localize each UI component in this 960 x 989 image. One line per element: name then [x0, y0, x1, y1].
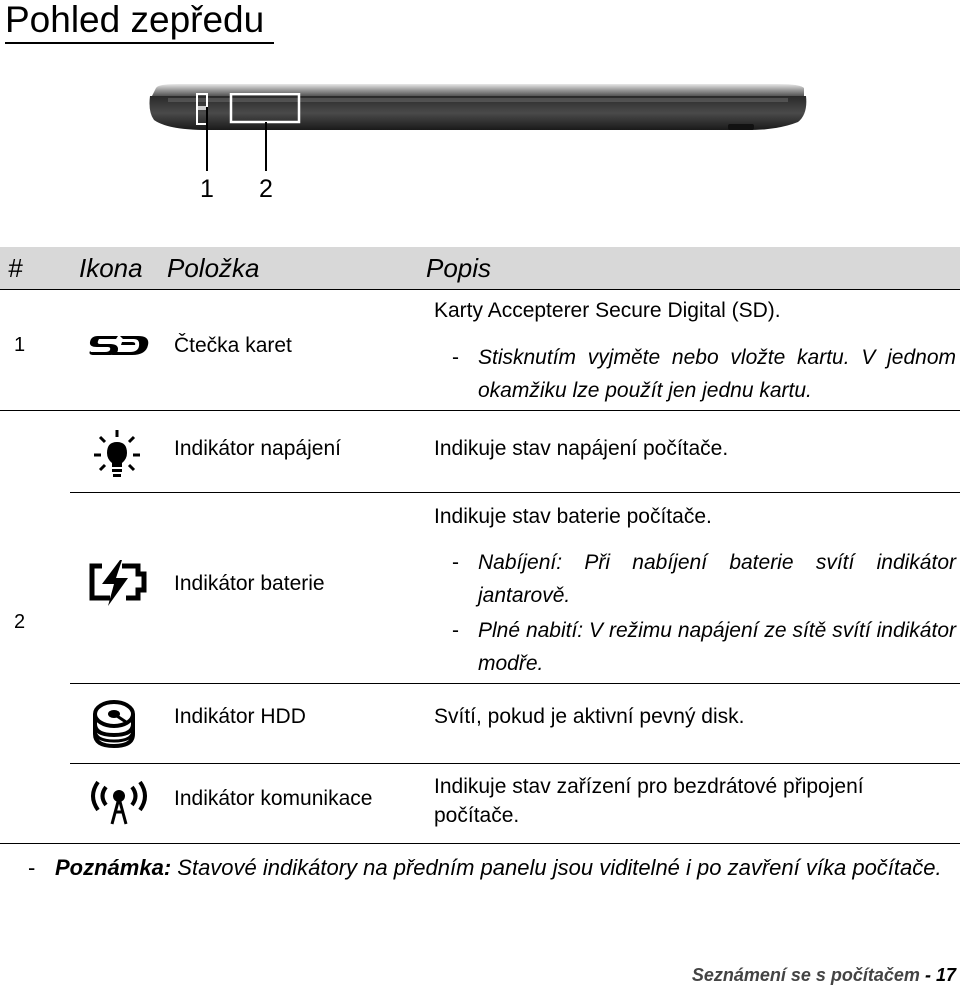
note-text: Stavové indikátory na předním panelu jsou viditelné i po zavření víka počítače. — [177, 855, 942, 880]
footer-section: Seznámení se s počítačem — [691, 965, 920, 985]
row-item-1: Čtečka karet — [174, 334, 292, 357]
row-bullet-3b: - Plné nabití: V režimu napájení ze sítě svítí indikátor modře. — [452, 619, 956, 675]
callout-2: 2 — [259, 175, 273, 203]
row-desc-2: Indikuje stav napájení počítače. — [434, 437, 729, 460]
footer-separator: - — [924, 965, 931, 985]
header-desc: Popis — [426, 253, 492, 283]
row-desc-1: Karty Accepterer Secure Digital (SD). — [434, 299, 781, 322]
page-number: 17 — [935, 965, 956, 985]
row-bullet-1: - Stisknutím vyjměte nebo vložte kartu. V jednom okamžiku lze použít jen jednu kartu. — [452, 346, 956, 402]
row-rule — [70, 683, 960, 684]
row-desc-3: Indikuje stav baterie počítače. — [434, 505, 712, 528]
table-rule — [0, 289, 960, 290]
row-num-2: 2 — [14, 611, 26, 633]
battery-charging-icon — [88, 560, 148, 606]
row-rule — [0, 410, 960, 411]
row-desc-5: Indikuje stav zařízení pro bezdrátové připojení počítače. — [434, 775, 864, 827]
power-light-icon — [94, 429, 140, 479]
hdd-icon — [92, 700, 136, 748]
row-num-1: 1 — [14, 334, 26, 356]
row-desc-4: Svítí, pokud je aktivní pevný disk. — [434, 705, 745, 728]
row-item-2: Indikátor napájení — [174, 437, 341, 460]
row-item-3: Indikátor baterie — [174, 572, 325, 595]
header-num: # — [8, 253, 23, 283]
row-rule — [70, 492, 960, 493]
note-label: Poznámka: — [55, 855, 172, 880]
callout-lines — [195, 93, 305, 175]
row-item-4: Indikátor HDD — [174, 705, 306, 728]
page-title: Pohled zepředu — [5, 0, 274, 44]
callout-1: 1 — [200, 175, 214, 203]
row-bullet-3a: - Nabíjení: Při nabíjení baterie svítí indikátor jantarově. — [452, 551, 956, 607]
header-icon: Ikona — [79, 253, 143, 283]
header-item: Položka — [167, 253, 260, 283]
wireless-icon — [88, 778, 150, 826]
table-bottom-rule — [0, 843, 960, 844]
sd-card-icon — [86, 335, 150, 357]
row-item-5: Indikátor komunikace — [174, 787, 373, 810]
table-header — [0, 247, 960, 289]
row-rule — [70, 763, 960, 764]
page-footer — [692, 963, 956, 987]
